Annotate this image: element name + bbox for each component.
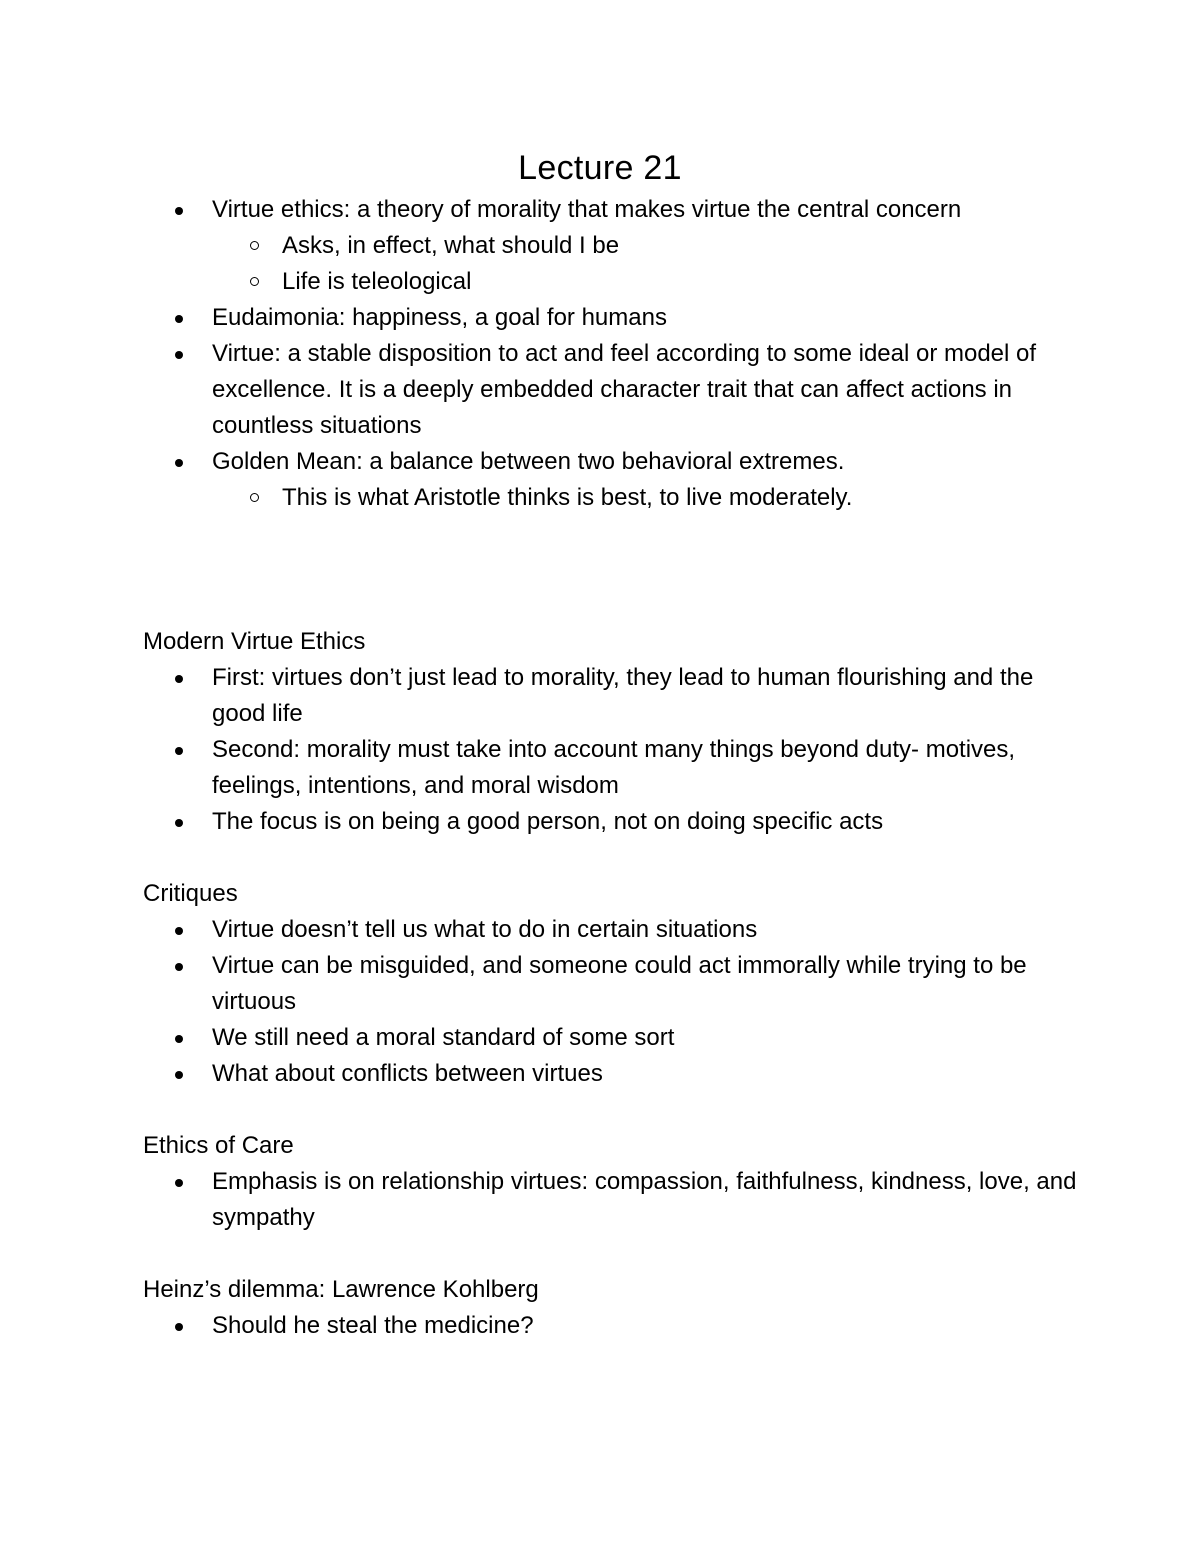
section-heading: Critiques	[143, 880, 238, 907]
list-item	[143, 660, 1083, 732]
circle-bullet-icon	[250, 493, 259, 502]
bullet-icon	[175, 1179, 183, 1187]
bullet-icon	[175, 1071, 183, 1079]
list-item	[143, 192, 1083, 300]
list-item-text: Virtue can be misguided, and someone could act immorally while trying to be virtuous	[212, 952, 1027, 1015]
sub-list-item-text: Asks, in effect, what should I be	[282, 232, 620, 259]
list-item-text: Eudaimonia: happiness, a goal for humans	[212, 304, 667, 331]
list-item	[143, 444, 1083, 516]
bullet-icon	[175, 351, 183, 359]
circle-bullet-icon	[250, 241, 259, 250]
list-item-text: Virtue ethics: a theory of morality that makes virtue the central concern	[212, 196, 962, 223]
list-item-text: Virtue: a stable disposition to act and feel according to some ideal or model of excellence. It is a deeply embedded character trait that can affect actions in countless situations	[212, 340, 1037, 439]
list-item-text: Virtue doesn’t tell us what to do in certain situations	[212, 916, 758, 943]
care-list	[143, 1164, 1083, 1236]
list-item-text: Second: morality must take into account many things beyond duty- motives, feelings, intentions, and moral wisdom	[212, 736, 1016, 799]
list-item-text: First: virtues don’t just lead to morality, they lead to human flourishing and the good life	[212, 664, 1034, 727]
bullet-icon	[175, 927, 183, 935]
bullet-icon	[175, 207, 183, 215]
list-item	[143, 336, 1083, 444]
heinz-dilemma-section	[143, 1272, 1083, 1344]
sub-list	[212, 480, 1083, 516]
bullet-icon	[175, 819, 183, 827]
list-item	[143, 1164, 1083, 1236]
sub-list-item-text: This is what Aristotle thinks is best, to live moderately.	[282, 484, 853, 511]
ethics-of-care-section	[143, 1128, 1083, 1236]
bullet-icon	[175, 675, 183, 683]
list-item	[143, 912, 1083, 948]
sub-list-item	[212, 228, 1083, 264]
list-item-text: Should he steal the medicine?	[212, 1312, 534, 1339]
list-item	[143, 732, 1083, 804]
page-title: Lecture 21	[518, 149, 682, 187]
list-item-text: The focus is on being a good person, not on doing specific acts	[212, 808, 884, 835]
section-heading: Heinz’s dilemma: Lawrence Kohlberg	[143, 1276, 539, 1303]
list-item-text: Emphasis is on relationship virtues: compassion, faithfulness, kindness, love, and sympathy	[212, 1168, 1077, 1231]
list-item	[143, 804, 1083, 840]
critiques-section	[143, 876, 1083, 1092]
section-heading: Modern Virtue Ethics	[143, 628, 366, 655]
modern-virtue-ethics-section	[143, 624, 1083, 840]
intro-section	[143, 192, 1083, 516]
list-item	[143, 1308, 1083, 1344]
bullet-icon	[175, 747, 183, 755]
list-item	[143, 948, 1083, 1020]
sub-list-item	[212, 480, 1083, 516]
intro-list	[143, 192, 1083, 516]
bullet-icon	[175, 1323, 183, 1331]
list-item-text: We still need a moral standard of some sort	[212, 1024, 675, 1051]
bullet-icon	[175, 315, 183, 323]
critiques-list	[143, 912, 1083, 1092]
bullet-icon	[175, 1035, 183, 1043]
bullet-icon	[175, 963, 183, 971]
circle-bullet-icon	[250, 277, 259, 286]
sub-list-item	[212, 264, 1083, 300]
sub-list	[212, 228, 1083, 300]
sub-list-item-text: Life is teleological	[282, 268, 472, 295]
section-heading: Ethics of Care	[143, 1132, 294, 1159]
list-item-text: Golden Mean: a balance between two behavioral extremes.	[212, 448, 845, 475]
bullet-icon	[175, 459, 183, 467]
modern-list	[143, 660, 1083, 840]
list-item-text: What about conflicts between virtues	[212, 1060, 603, 1087]
heinz-list	[143, 1308, 1083, 1344]
list-item	[143, 1056, 1083, 1092]
list-item	[143, 1020, 1083, 1056]
list-item	[143, 300, 1083, 336]
